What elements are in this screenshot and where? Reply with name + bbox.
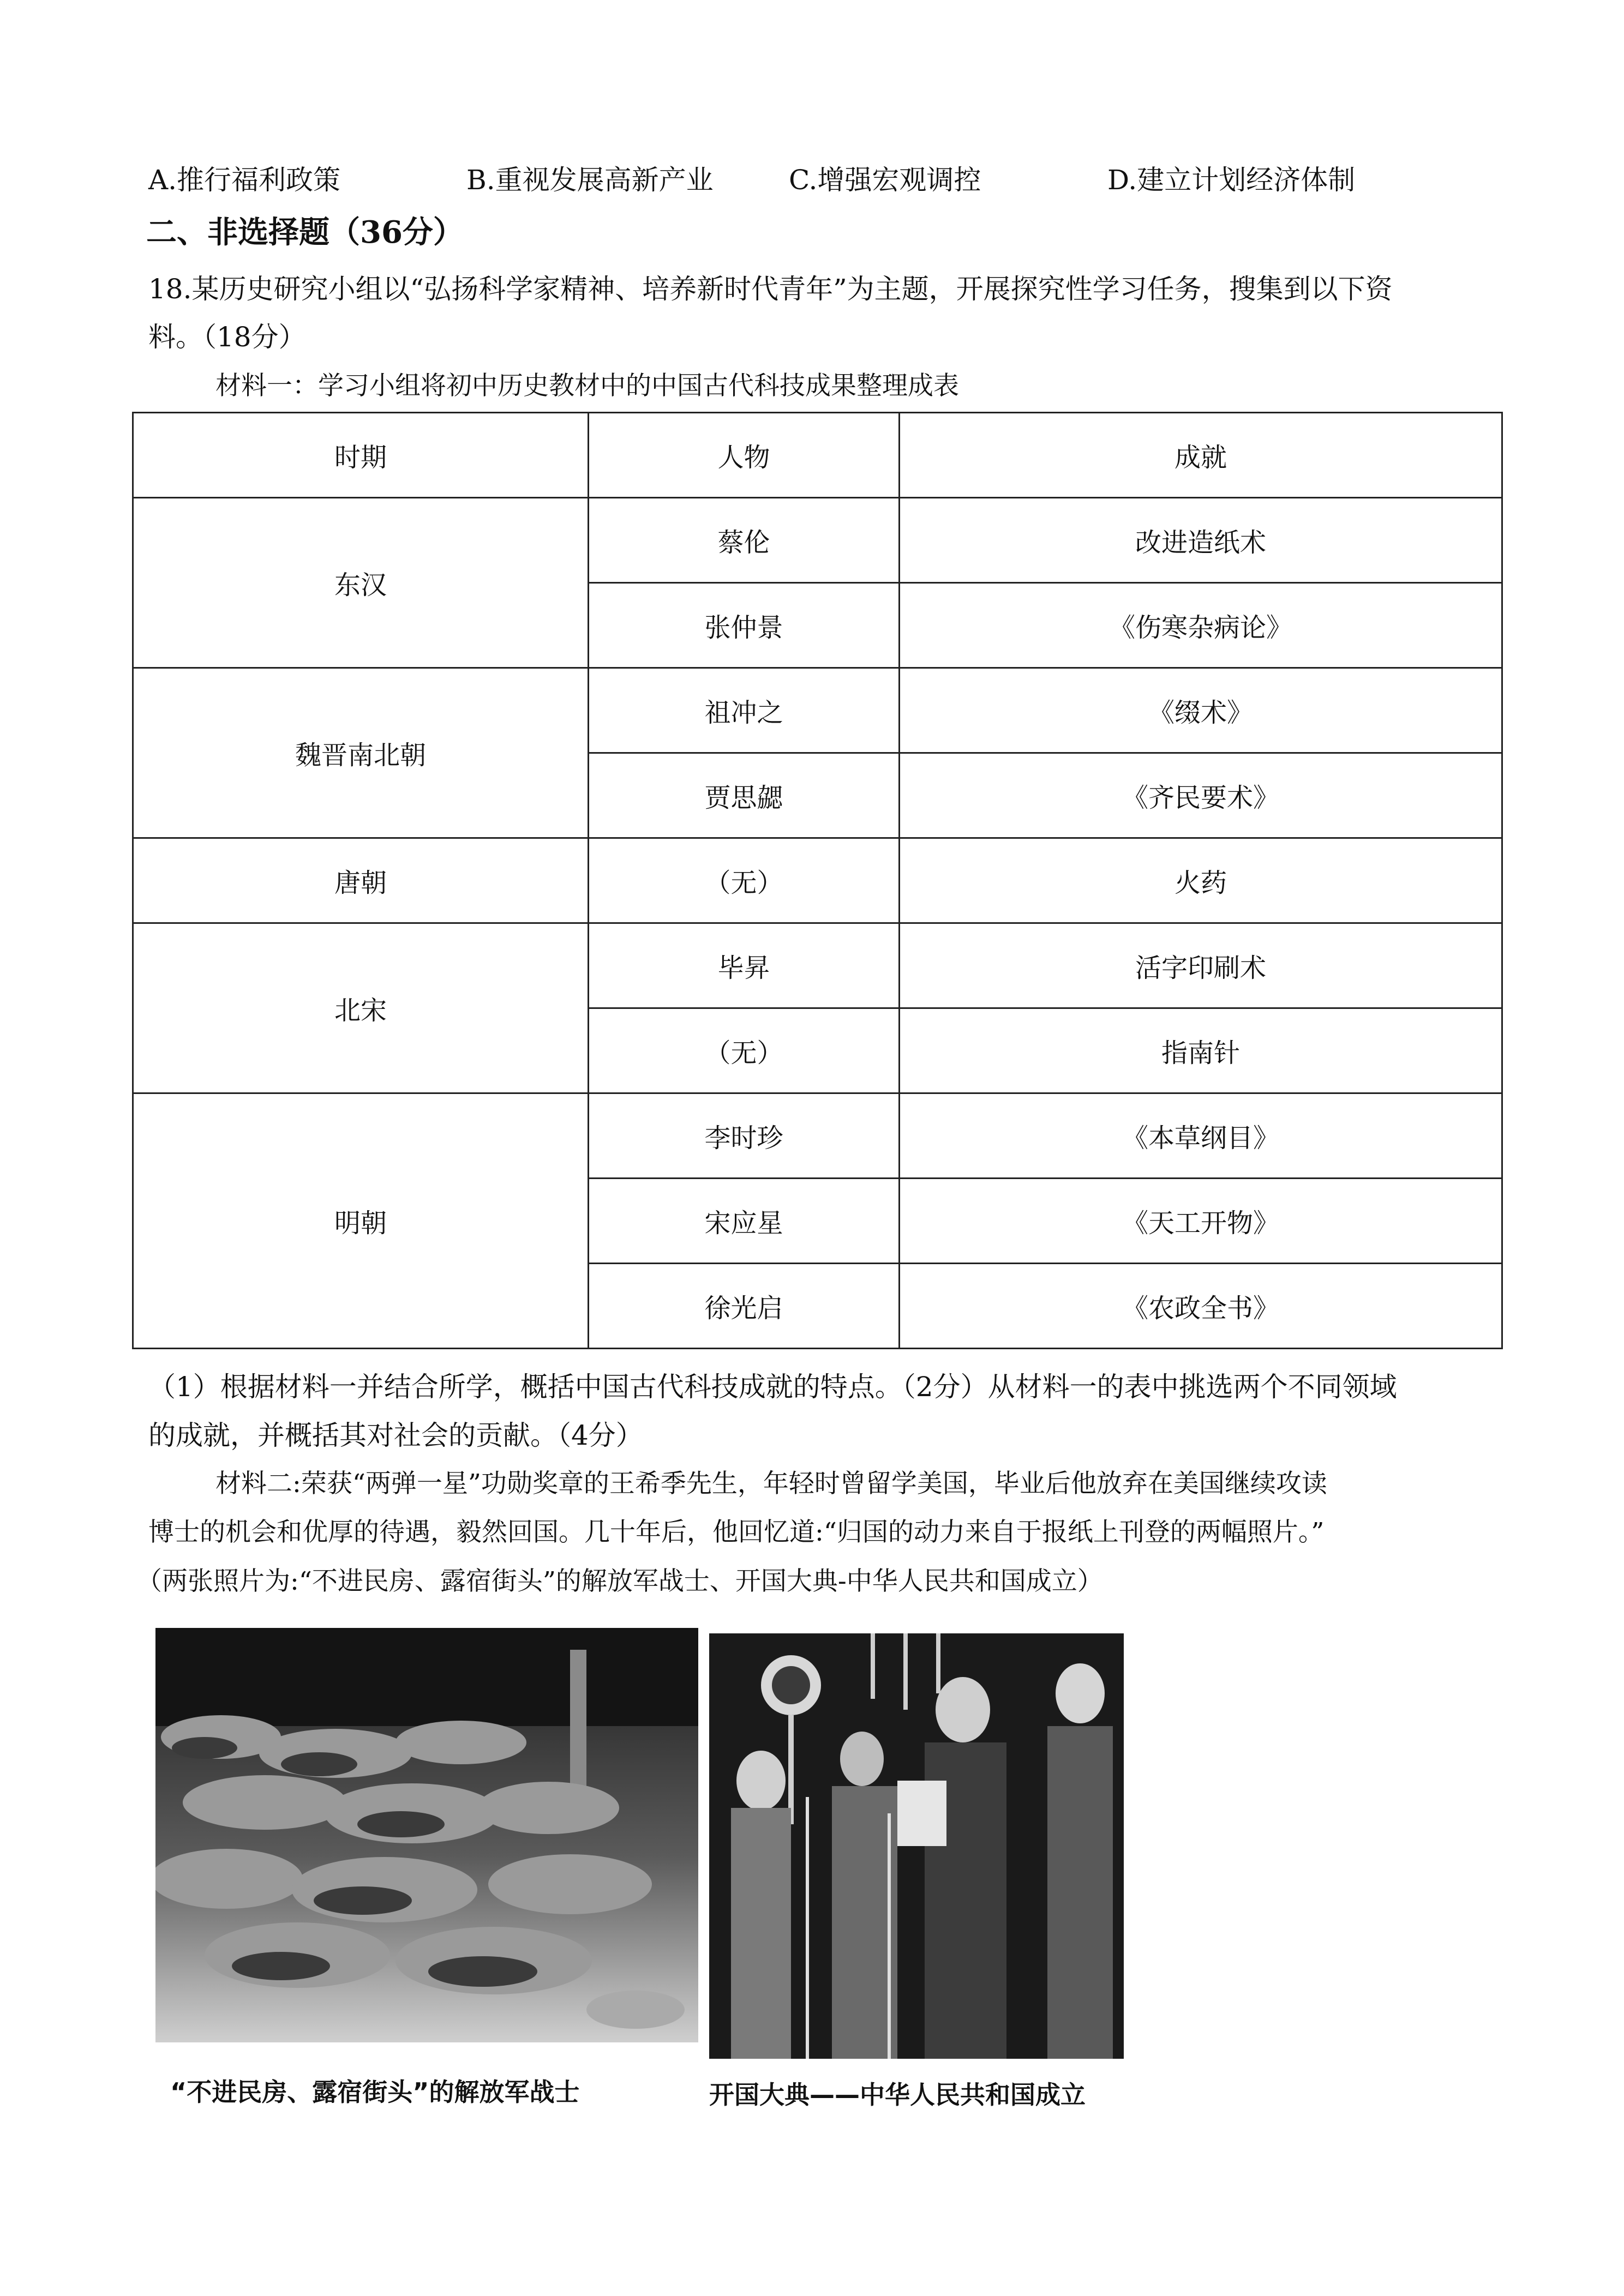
person-cell: 毕昇 (589, 923, 900, 1008)
header-period: 时期 (133, 413, 589, 498)
photo-founding-ceremony (709, 1633, 1124, 2059)
material-2-line2: 博士的机会和优厚的待遇，毅然回国。几十年后，他回忆道:“归国的动力来自于报纸上刊登的两幅照片。” (148, 1517, 1325, 1547)
material-2-line3: （两张照片为:“不进民房、露宿街头”的解放军战士、开国大典-中华人民共和国成立） (136, 1566, 1103, 1596)
achievements-table (132, 412, 1503, 1349)
person-cell: 贾思勰 (589, 753, 900, 838)
person-cell: （无） (589, 838, 900, 923)
table-header-row (133, 413, 1502, 498)
table-row (133, 498, 1502, 583)
table-row (133, 838, 1502, 923)
achievement-cell: 改进造纸术 (900, 498, 1502, 583)
option-b: B.重视发展高新产业 (466, 164, 714, 196)
achievement-cell: 《缀术》 (900, 668, 1502, 753)
achievement-cell: 活字印刷术 (900, 923, 1502, 1008)
period-cell: 魏晋南北朝 (133, 668, 589, 838)
achievement-cell: 《农政全书》 (900, 1264, 1502, 1349)
person-cell: 宋应星 (589, 1179, 900, 1264)
table-row (133, 668, 1502, 753)
person-cell: 李时珍 (589, 1093, 900, 1179)
material-2-line1: 材料二:荣获“两弹一星”功勋奖章的王希季先生，年轻时曾留学美国，毕业后他放弃在美国继续攻读 (215, 1469, 1327, 1499)
person-cell: 张仲景 (589, 583, 900, 668)
question-18-line1: 18.某历史研究小组以“弘扬科学家精神、培养新时代青年”为主题，开展探究性学习任务，搜集到以下资 (148, 273, 1393, 305)
sub-question-1-line2: 的成就，并概括其对社会的贡献。（4分） (148, 1420, 643, 1451)
achievement-cell: 火药 (900, 838, 1502, 923)
question-18-line2: 料。（18分） (148, 321, 306, 353)
section-heading: 二、非选择题（36分） (146, 214, 464, 250)
period-cell: 东汉 (133, 498, 589, 668)
person-cell: 祖冲之 (589, 668, 900, 753)
table-row (133, 923, 1502, 1008)
person-cell: （无） (589, 1008, 900, 1093)
person-cell: 蔡伦 (589, 498, 900, 583)
caption-founding-ceremony: 开国大典——中华人民共和国成立 (709, 2080, 1086, 2109)
achievement-cell: 《天工开物》 (900, 1179, 1502, 1264)
sub-question-1-line1: （1）根据材料一并结合所学，概括中国古代科技成就的特点。（2分）从材料一的表中挑选两个不同领域 (148, 1371, 1397, 1403)
period-cell: 唐朝 (133, 838, 589, 923)
achievement-cell: 《伤寒杂病论》 (900, 583, 1502, 668)
person-cell: 徐光启 (589, 1264, 900, 1349)
header-achievement: 成就 (900, 413, 1502, 498)
soldiers-photo-image (155, 1628, 698, 2042)
material-1-intro: 材料一：学习小组将初中历史教材中的中国古代科技成果整理成表 (215, 371, 959, 401)
achievement-cell: 指南针 (900, 1008, 1502, 1093)
caption-soldiers: “不进民房、露宿街头”的解放军战士 (170, 2077, 580, 2107)
founding-ceremony-image (709, 1633, 1124, 2059)
option-c: C.增强宏观调控 (789, 164, 981, 196)
option-d: D.建立计划经济体制 (1107, 164, 1356, 196)
period-cell: 明朝 (133, 1093, 589, 1349)
period-cell: 北宋 (133, 923, 589, 1093)
header-person: 人物 (589, 413, 900, 498)
achievement-cell: 《齐民要术》 (900, 753, 1502, 838)
achievement-cell: 《本草纲目》 (900, 1093, 1502, 1179)
option-a: A.推行福利政策 (148, 164, 341, 196)
photo-soldiers (155, 1628, 698, 2042)
table-row (133, 1093, 1502, 1179)
